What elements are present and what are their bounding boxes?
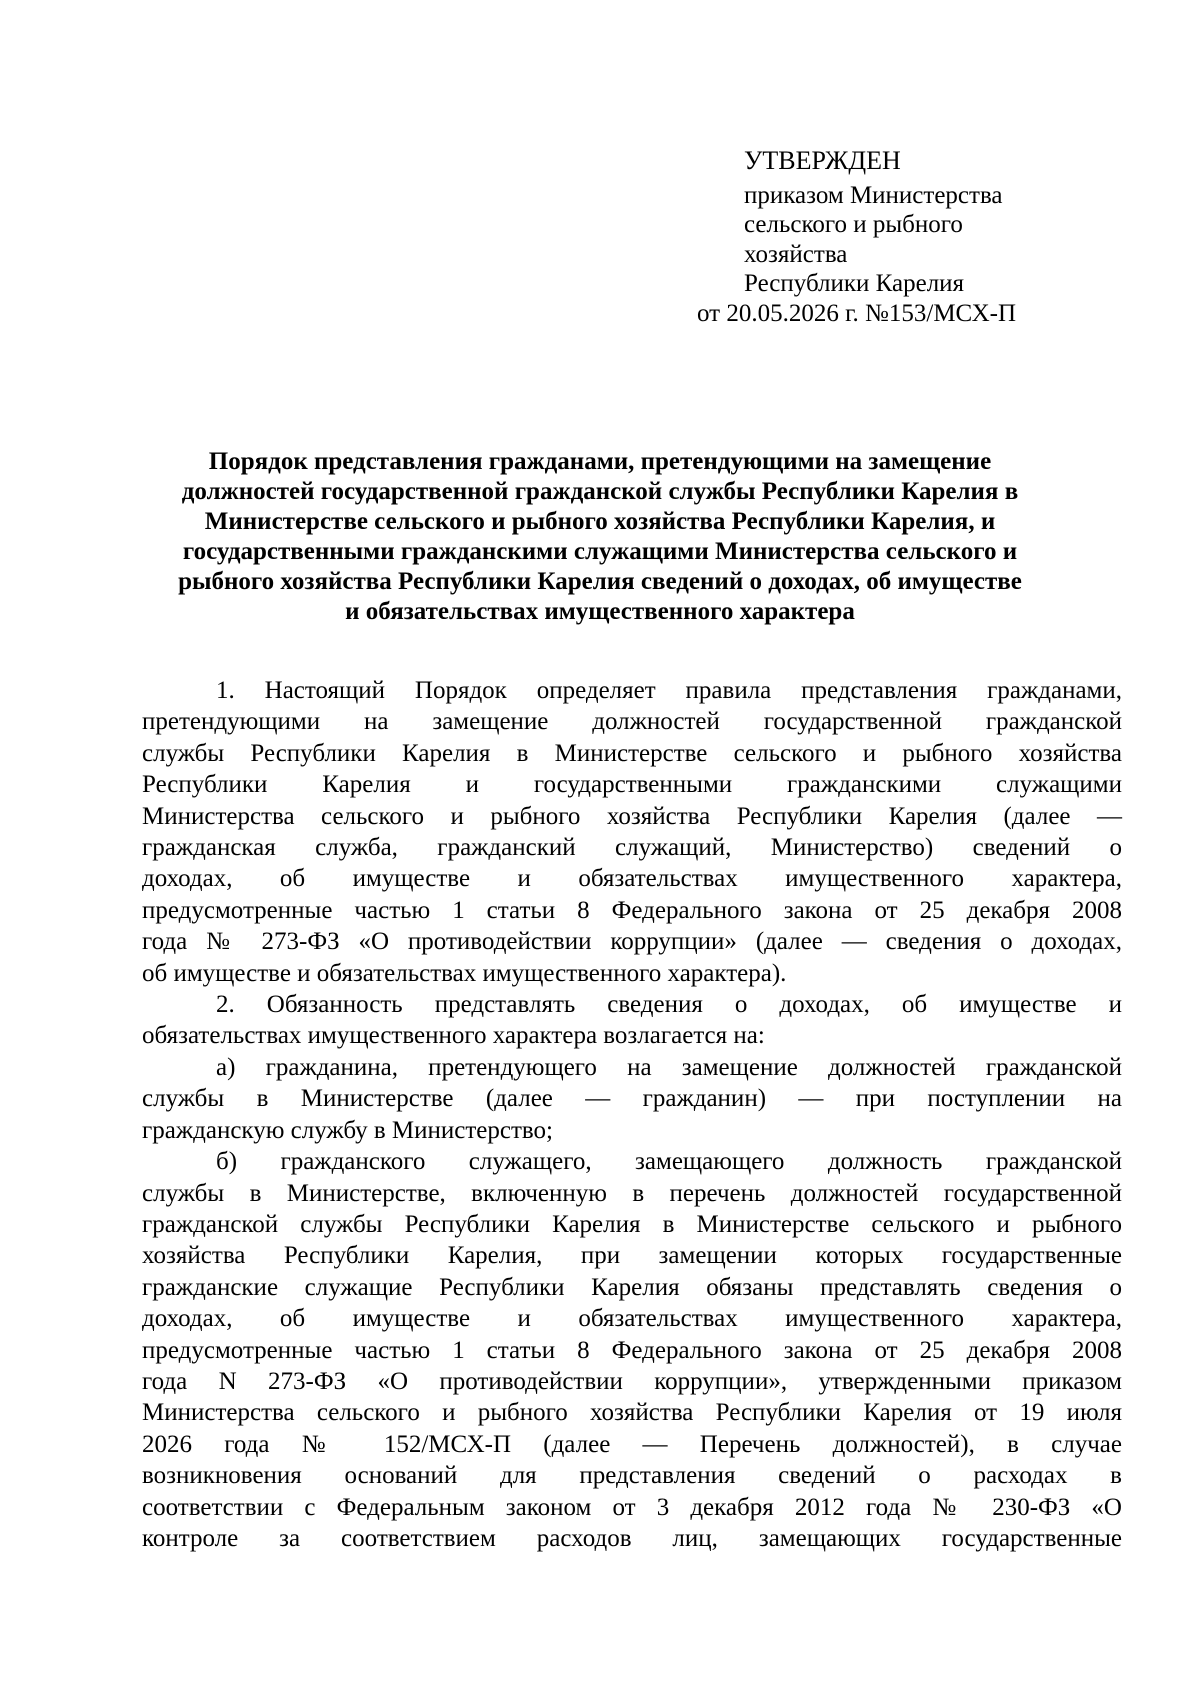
paragraph-line: службы в Министерстве (далее — гражданин) — при поступлении на	[142, 1085, 1122, 1113]
approval-line: Республики Карелия	[744, 270, 965, 297]
paragraph-line: доходах, об имуществе и обязательствах имущественного характера,	[142, 865, 1122, 893]
paragraph-line: б) гражданского служащего, замещающего должность гражданской	[216, 1148, 1122, 1176]
paragraph-line: хозяйства Республики Карелия, при замещении которых государственные	[142, 1242, 1122, 1270]
document-title-line: государственными гражданскими служащими Министерства сельского и	[182, 538, 1018, 565]
document-title-line: Министерстве сельского и рыбного хозяйства Республики Карелия, и	[204, 508, 996, 535]
paragraph-line: об имуществе и обязательствах имущественного характера).	[142, 959, 787, 987]
paragraph-line: гражданскую службу в Министерство;	[142, 1116, 553, 1144]
approval-order-number: от 20.05.2026 г. №153/МСХ-П	[697, 299, 1017, 327]
paragraph-line: возникновения оснований для представления сведений о расходах в	[142, 1462, 1122, 1490]
paragraph-line: года N 273-ФЗ «О противодействии коррупции», утвержденными приказом	[142, 1367, 1122, 1395]
document-title-line: и обязательствах имущественного характера	[345, 598, 855, 625]
paragraph-line: 1. Настоящий Порядок определяет правила представления гражданами,	[216, 677, 1122, 704]
paragraph-2a	[142, 1052, 1122, 1146]
approval-title: УТВЕРЖДЕН	[744, 146, 901, 175]
paragraph-line: претендующими на замещение должностей государственной гражданской	[142, 708, 1122, 736]
document-title-line: Порядок представления гражданами, претендующими на замещение	[208, 448, 992, 475]
paragraph-line: доходах, об имуществе и обязательствах имущественного характера,	[142, 1305, 1122, 1333]
paragraph-line: соответствии с Федеральным законом от 3 декабря 2012 года № 230-ФЗ «О	[142, 1493, 1122, 1521]
paragraph-line: службы Республики Карелия в Министерстве сельского и рыбного хозяйства	[142, 739, 1122, 767]
document-title-line: должностей государственной гражданской службы Республики Карелия в	[181, 478, 1019, 505]
paragraph-1	[142, 675, 1122, 989]
paragraph-line: гражданская служба, гражданский служащий, Министерство) сведений о	[142, 834, 1122, 862]
approval-block	[697, 146, 1084, 328]
paragraph-line: а) гражданина, претендующего на замещение должностей гражданской	[216, 1053, 1122, 1081]
paragraph-line: Министерства сельского и рыбного хозяйства Республики Карелия (далее —	[142, 802, 1122, 830]
paragraph-2b	[142, 1146, 1122, 1554]
paragraph-line: службы в Министерстве, включенную в перечень должностей государственной	[142, 1179, 1122, 1207]
paragraph-line: обязательствах имущественного характера возлагается на:	[142, 1022, 765, 1050]
approval-line: приказом Министерства	[744, 181, 1003, 209]
paragraph-line: контроле за соответствием расходов лиц, замещающих государственные	[142, 1524, 1122, 1552]
paragraph-line: 2. Обязанность представлять сведения о доходах, об имуществе и	[216, 991, 1122, 1019]
document-title	[140, 447, 1060, 627]
paragraph-line: Республики Карелия и государственными гражданскими служащими	[142, 771, 1122, 799]
paragraph-line: предусмотренные частью 1 статьи 8 Федерального закона от 25 декабря 2008	[142, 1336, 1122, 1364]
paragraph-line: гражданские служащие Республики Карелия обязаны представлять сведения о	[142, 1273, 1122, 1301]
paragraph-2	[142, 989, 1122, 1052]
paragraph-line: предусмотренные частью 1 статьи 8 Федерального закона от 25 декабря 2008	[142, 896, 1122, 924]
document-title-line: рыбного хозяйства Республики Карелия сведений о доходах, об имуществе	[178, 568, 1022, 595]
approval-line: сельского и рыбного	[744, 211, 963, 238]
document-body	[142, 675, 1122, 1554]
approval-line: хозяйства	[744, 240, 848, 268]
paragraph-line: Министерства сельского и рыбного хозяйства Республики Карелия от 19 июля	[142, 1399, 1122, 1427]
paragraph-line: 2026 года № 152/МСХ-П (далее — Перечень должностей), в случае	[142, 1430, 1122, 1458]
paragraph-line: года № 273-ФЗ «О противодействии коррупции» (далее — сведения о доходах,	[142, 928, 1122, 956]
paragraph-line: гражданской службы Республики Карелия в Министерстве сельского и рыбного	[142, 1210, 1122, 1238]
